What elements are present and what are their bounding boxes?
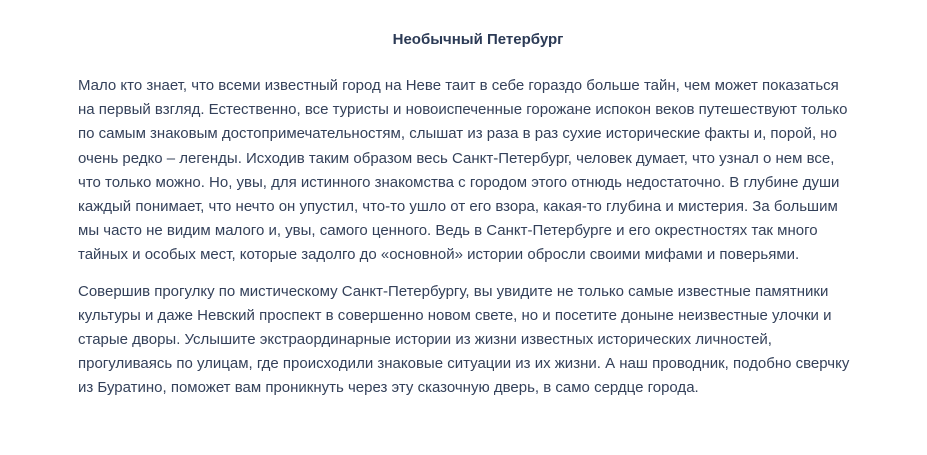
- paragraph-line: из Буратино, поможет вам проникнуть через эту сказочную дверь, в само сердце города.: [78, 379, 699, 397]
- paragraph-line: очень редко – легенды. Исходив таким образом весь Санкт-Петербург, человек думает, что узнал о нем все,: [78, 149, 835, 167]
- paragraph-line: каждый понимает, что нечто он упустил, что-то ушло от его взора, какая-то глубина и мистерия. За большим: [78, 198, 838, 216]
- document-title: Необычный Петербург: [392, 31, 564, 48]
- paragraph-line: старые дворы. Услышите экстраординарные истории из жизни известных исторических личностей,: [78, 331, 772, 349]
- paragraph-1: [78, 74, 868, 268]
- paragraph-2: [78, 280, 868, 401]
- paragraph-line: на первый взгляд. Естественно, все туристы и новоиспеченные горожане испокон веков путешествуют только: [78, 101, 848, 119]
- paragraph-line: Совершив прогулку по мистическому Санкт-Петербургу, вы увидите не только самые известные памятники: [78, 282, 829, 300]
- paragraph-line: прогуливаясь по улицам, где происходили знаковые ситуации из их жизни. А наш проводник, подобно сверчку: [78, 355, 850, 373]
- paragraph-line: тайных и особых мест, которые задолго до «основной» истории обросли своими мифами и поверьями.: [78, 246, 800, 264]
- document-page: [78, 28, 868, 401]
- paragraph-line: что только можно. Но, увы, для истинного знакомства с городом этого отнюдь недостаточно. В глубине души: [78, 173, 840, 191]
- paragraph-line: Мало кто знает, что всеми известный город на Неве таит в себе гораздо больше тайн, чем может показаться: [78, 77, 839, 94]
- paragraph-line: по самым знаковым достопримечательностям, слышат из раза в раз сухие исторические факты и, порой, но: [78, 125, 837, 143]
- paragraph-line: культуры и даже Невский проспект в совершенно новом свете, но и посетите доныне неизвестные улочки и: [78, 306, 832, 324]
- paragraph-line: мы часто не видим малого и, увы, самого ценного. Ведь в Санкт-Петербурге и его окрестностях так много: [78, 222, 818, 240]
